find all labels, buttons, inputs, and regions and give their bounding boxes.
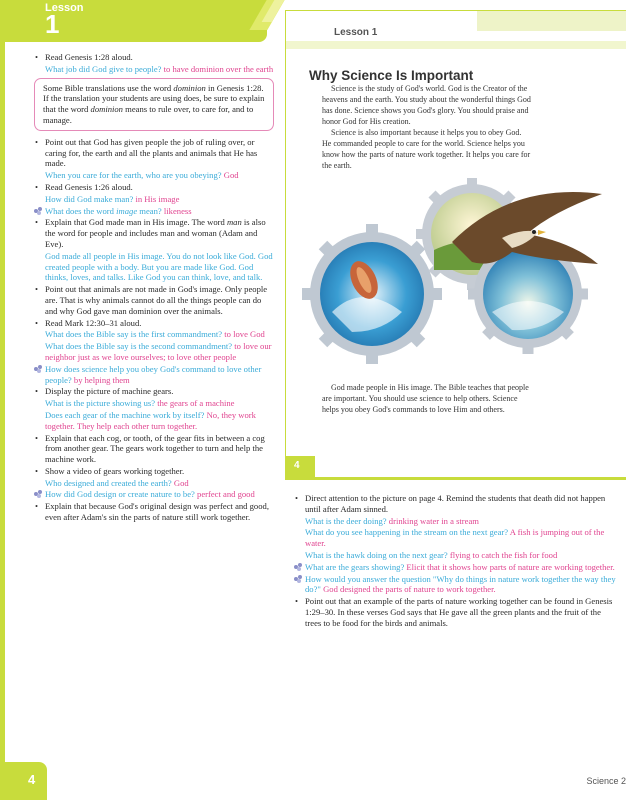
list-item: • Point out that animals are not made in God's image. Only people are. That is why animals cannot do all the things people can do and why God gave man dominion over the animals.	[34, 284, 274, 316]
team-icon	[294, 563, 302, 571]
qa: What are the gears showing? Elicit that it shows how parts of nature are working together.	[294, 562, 619, 573]
qa: What does the Bible say is the second commandment? to love our neighbor just as we love ourselves; to love other people	[45, 341, 272, 362]
qa: Who designed and created the earth? God	[45, 477, 189, 488]
list-item: • Point out that an example of the parts of nature working together can be found in Genesis 1:29–30. In these verses God says that He gave all the green plants and the fruit of the trees to be food for the birds and animals.	[294, 596, 619, 628]
list-item: • Point out that God has given people the job of ruling over, or caring for, the earth and all the plants and animals that He has made.	[34, 137, 274, 169]
list-item: • Display the picture of machine gears.	[34, 386, 274, 397]
left-green-band	[0, 0, 5, 800]
team-icon	[34, 365, 42, 373]
student-page-lesson-label: Lesson 1	[334, 27, 378, 38]
qa: How would you answer the question "Why do things in nature work together the way they do?" God designed the parts of nature to work together.	[294, 574, 619, 596]
student-page-rule	[315, 477, 626, 480]
qa: What does the word image mean? likeness	[34, 206, 274, 217]
qa: Does each gear of the machine work by itself? No, they work together. They help each other turn together.	[45, 409, 256, 431]
qa: How did God design or create nature to be? perfect and good	[34, 489, 274, 500]
list-item: • Explain that because God's original design was perfect and good, even after Adam's sin the parts of nature still work together.	[34, 501, 274, 523]
student-page-intro: Science is the study of God's world. God is the Creator of the heavens and the earth. You study about the wonderful things God has done. Science shows you God's glory. You should praise and honor God for His creation. Science is also important because it helps you to obey God. He commanded people to care for the world. Science helps you know how the parts of nature work together. It helps you care for the earth.	[322, 84, 531, 170]
qa: What is the picture showing us? the gears of a machine	[45, 398, 235, 409]
qa: What job did God give to people? to have dominion over the earth	[45, 63, 274, 74]
list-item: • Read Genesis 1:26 aloud.	[34, 182, 274, 193]
qa: How does science help you obey God's command to love other people? by helping them	[34, 364, 274, 386]
team-icon	[34, 490, 42, 498]
qa: When you care for the earth, who are you obeying? God	[45, 170, 239, 181]
qa: What is the deer doing? drinking water in a stream	[305, 515, 479, 526]
lesson-number: 1	[45, 9, 60, 39]
list-item: • Read Mark 12:30–31 aloud.	[34, 318, 274, 329]
teacher-notes-left	[34, 52, 274, 524]
footer-book-title: Science 2	[586, 776, 626, 786]
team-icon	[294, 575, 302, 583]
student-page-closing: God made people in His image. The Bible teaches that people are important. You should use science to help others. Science helps you obey God's commands to love Him and others.	[322, 383, 529, 414]
qa: God made all people in His image. You do not look like God. God created people with a body. But you are made like God. God thinks, loves, and talks. Like God you can think, love, and talk.	[45, 250, 273, 283]
qa: How did God make man? in His image	[45, 193, 180, 204]
footer-page-number: 4	[5, 762, 47, 800]
list-item: • Show a video of gears working together.	[34, 466, 274, 477]
nature-gears-illustration	[302, 172, 626, 367]
lesson-tab	[5, 0, 267, 42]
qa: What do you see happening in the stream on the next gear? A fish is jumping out of the water.	[305, 527, 605, 549]
list-item: • Explain that each cog, or tooth, of the gear fits in between a cog from another gear. The gears work together to turn and help the machine work.	[34, 433, 274, 465]
lesson-word: Lesson	[45, 2, 84, 14]
list-item: • Read Genesis 1:28 aloud.	[34, 52, 274, 63]
teacher-notes-right	[294, 493, 619, 630]
student-page-title: Why Science Is Important	[309, 68, 474, 83]
list-item: • Explain that God made man in His image. The word man is also the word for people and includes man and woman (Adam and Eve).	[34, 217, 274, 249]
list-item: • Direct attention to the picture on page 4. Remind the students that death did not happen until after Adam sinned.	[294, 493, 619, 515]
student-page-number: 4	[285, 456, 315, 480]
qa: What is the hawk doing on the next gear? flying to catch the fish for food	[305, 549, 558, 560]
team-icon	[34, 207, 42, 215]
translation-note: Some Bible translations use the word dominion in Genesis 1:28. If the translation your students are using does, be sure to explain that the word dominion means to rule over, to care for, and to manage.	[34, 78, 274, 131]
qa: What does the Bible say is the first commandment? to love God	[45, 329, 265, 340]
